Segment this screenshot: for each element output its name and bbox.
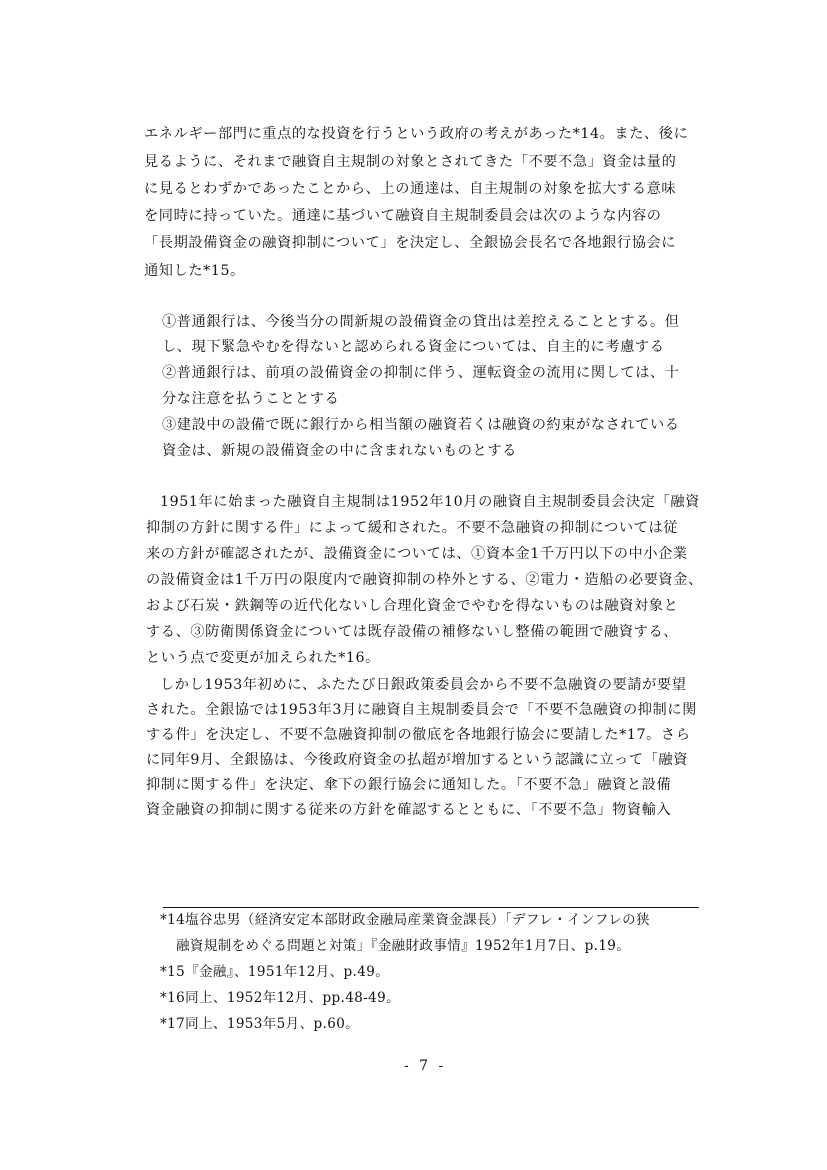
body-line: を同時に持っていた。通達に基づいて融資自主規制委員会は次のような内容の [144, 208, 662, 224]
body-line: された。全銀協では1953年3月に融資自主規制委員会で「不要不急融資の抑制に関 [146, 702, 697, 718]
footnote: *17同上、1953年5月、p.60。 [160, 1016, 360, 1032]
body-line: しかし1953年初めに、ふたたび日銀政策委員会から不要不急融資の要請が要望 [160, 677, 687, 693]
body-line: の設備資金は1千万円の限度内で融資抑制の枠外とする、②電力・造船の必要資金、 [146, 572, 703, 588]
body-line: する、③防衛関係資金については既存設備の補修ないし整備の範囲で融資する、 [146, 624, 679, 640]
footnote-separator [163, 907, 699, 908]
body-line: 来の方針が確認されたが、設備資金については、①資本金1千万円以下の中小企業 [146, 546, 688, 562]
body-line: という点で変更が加えられた*16。 [146, 650, 380, 666]
body-line: する件」を決定し、不要不急融資抑制の徹底を各地銀行協会に要請した*17。さら [146, 727, 691, 743]
list-item-line: 資金は、新規の設備資金の中に含まれないものとする [162, 443, 517, 459]
body-line: 抑制の方針に関する件」によって緩和された。不要不急融資の抑制については従 [146, 520, 679, 536]
list-item-line: ①普通銀行は、今後当分の間新規の設備資金の貸出は差控えることとする。但 [162, 314, 680, 330]
list-item-line: ③建設中の設備で既に銀行から相当額の融資若くは融資の約束がなされている [162, 417, 680, 433]
page-number: - 7 - [404, 1058, 447, 1074]
footnote: 融資規制をめぐる問題と対策」『金融財政事情』1952年1月7日、p.19。 [176, 938, 631, 954]
list-item-line: し、現下緊急やむを得ないと認められる資金については、自主的に考慮する [162, 339, 665, 355]
list-item-line: 分な注意を払うこととする [162, 391, 340, 407]
body-line: 抑制に関する件」を決定、傘下の銀行協会に通知した。「不要不急」融資と設備 [146, 777, 672, 793]
body-line: 見るように、それまで融資自主規制の対象とされてきた「不要不急」資金は量的 [144, 154, 677, 170]
body-line: エネルギー部門に重点的な投資を行うという政府の考えがあった*14。また、後に [144, 126, 689, 142]
body-line: および石炭・鉄鋼等の近代化ないし合理化資金でやむを得ないものは融資対象と [146, 598, 679, 614]
body-line: 「長期設備資金の融資抑制について」を決定し、全銀協会長名で各地銀行協会に [144, 235, 677, 251]
body-line: 1951年に始まった融資自主規制は1952年10月の融資自主規制委員会決定「融資 [160, 494, 700, 510]
body-line: 資金融資の抑制に関する従来の方針を確認するとともに、「不要不急」物資輸入 [146, 802, 672, 818]
body-line: に見るとわずかであったことから、上の通達は、自主規制の対象を拡大する意味 [144, 181, 677, 197]
body-line: 通知した*15。 [144, 263, 245, 279]
footnote: *15『金融』、1951年12月、p.49。 [160, 964, 390, 980]
footnote: *14塩谷忠男（経済安定本部財政金融局産業資金課長）「デフレ・インフレの狭 [160, 912, 650, 928]
list-item-line: ②普通銀行は、前項の設備資金の抑制に伴う、運転資金の流用に関しては、十 [162, 365, 680, 381]
body-line: に同年9月、全銀協は、今後政府資金の払超が増加するという認識に立って「融資 [146, 752, 688, 768]
footnote: *16同上、1952年12月、pp.48-49。 [160, 990, 401, 1006]
